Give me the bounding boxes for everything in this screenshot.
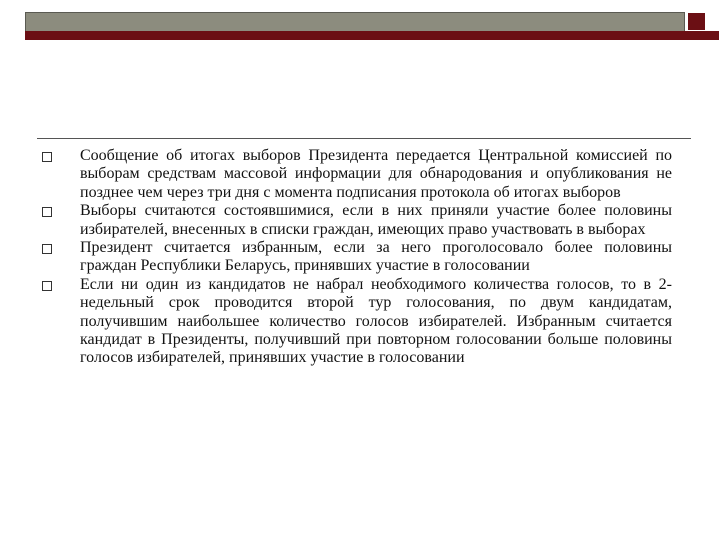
- list-item: [40, 147, 672, 202]
- square-bullet-icon: [42, 244, 52, 254]
- bullet-list: [40, 147, 672, 368]
- title-divider: [37, 138, 691, 139]
- list-item: [40, 276, 672, 368]
- corner-square: [687, 12, 706, 31]
- list-item-text: Сообщение об итогах выборов Президента передается Центральной комиссией по выборам средствам массовой информации для обнародования и опубликования не позднее чем через три дня с момента подписания протокола об итогах выборов: [80, 147, 672, 201]
- list-item-text: Президент считается избранным, если за него проголосовало более половины граждан Республики Беларусь, принявших участие в голосовании: [80, 239, 672, 275]
- square-bullet-icon: [42, 207, 52, 217]
- square-bullet-icon: [42, 281, 52, 291]
- list-item: [40, 239, 672, 276]
- accent-stripe: [25, 31, 719, 40]
- list-item-text: Выборы считаются состоявшимися, если в них приняли участие более половины избирателей, внесенных в списки граждан, имеющих право участвовать в выборах: [80, 202, 672, 238]
- list-item-text: Если ни один из кандидатов не набрал необходимого количества голосов, то в 2-недельный срок проводится второй тур голосования, по двум кандидатам, получившим наибольшее количество голосов избирателей. Избранным считается кандидат в Президенты, получивший при повторном голосовании больше половины голосов избирателей, принявших участие в голосовании: [80, 275, 672, 367]
- list-item: [40, 202, 672, 239]
- square-bullet-icon: [42, 152, 52, 162]
